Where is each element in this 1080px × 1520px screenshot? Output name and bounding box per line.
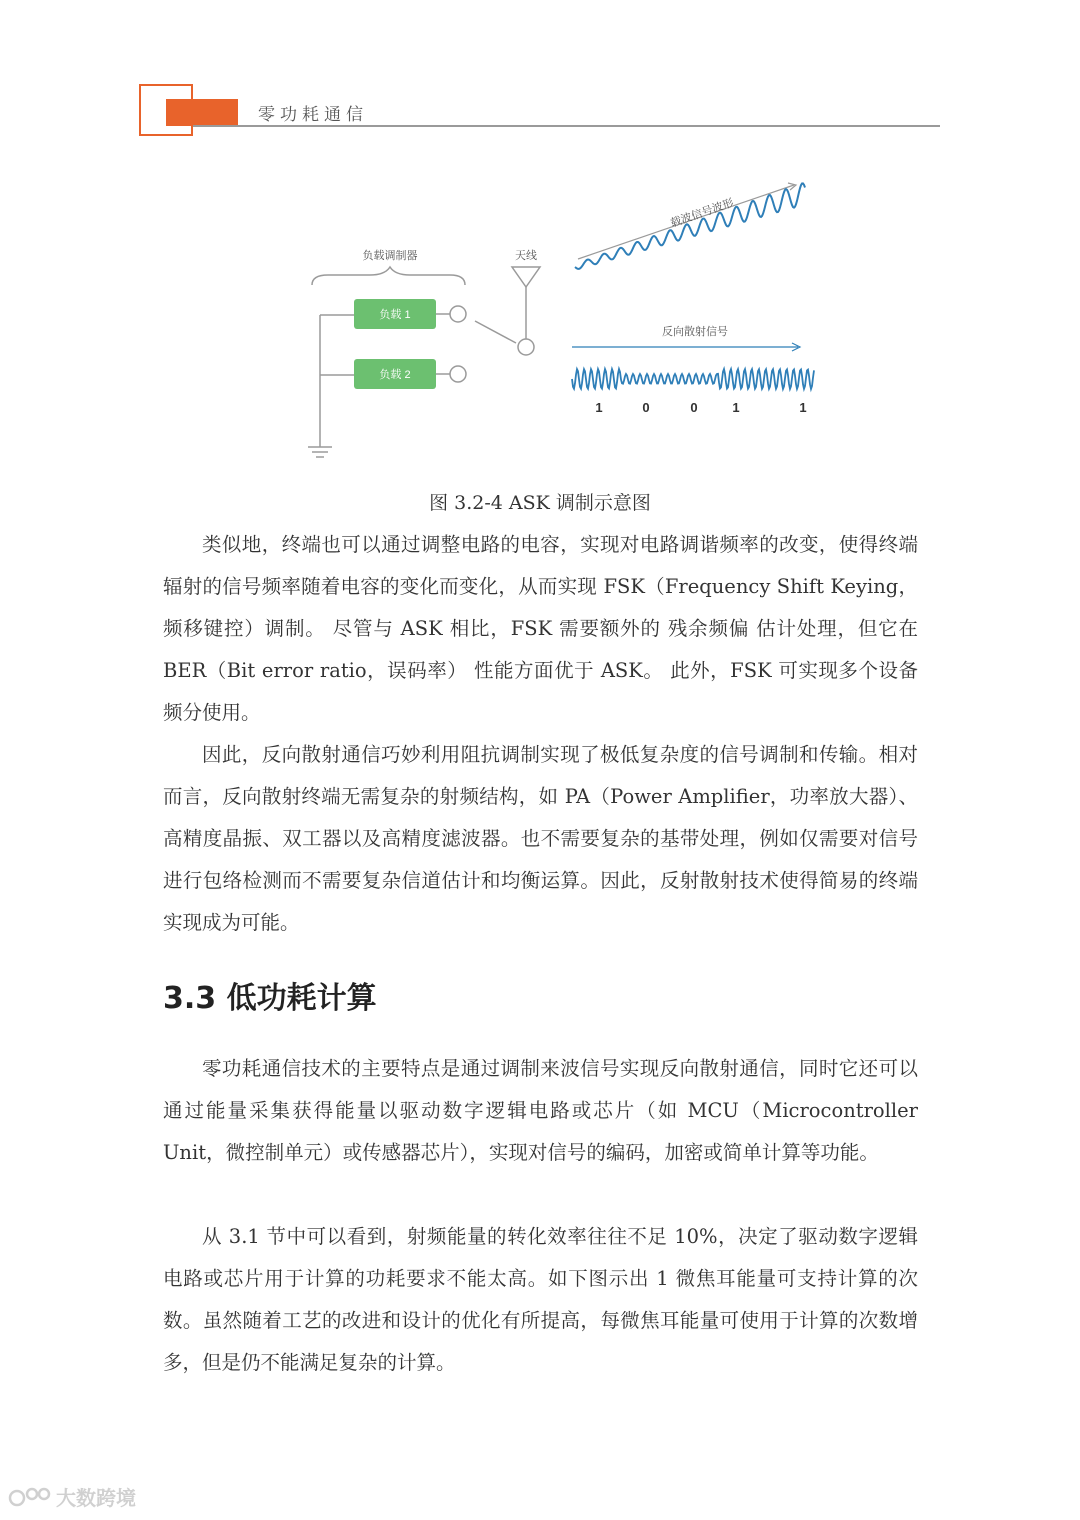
switch-arm <box>475 321 516 343</box>
carrier-wave <box>575 183 805 269</box>
load-2-label: 负载 2 <box>379 369 411 381</box>
paragraph-fsk: 类似地，终端也可以通过调整电路的电容，实现对电路调谐频率的改变，使得终端辐射的信号频率随着电容的变化而变化，从而实现 FSK（Frequency Shift Keying，频移键控）调制。 尽管与 ASK 相比，FSK 需要额外的 残余频偏 估计处理，但它在 BER（Bit error ratio，误码率） 性能方面优于 ASK。 此外，FSK 可实现多个设备频分使用。 <box>163 533 918 724</box>
header-rule <box>193 125 940 127</box>
antenna-label: 天线 <box>515 250 537 262</box>
load-1-label: 负载 1 <box>379 309 411 321</box>
header-accent-bar <box>166 99 238 126</box>
switch-contact-2 <box>450 366 466 382</box>
bit-label: 1 <box>732 400 740 415</box>
watermark <box>8 1482 136 1511</box>
backscatter-label: 反向散射信号 <box>662 326 728 338</box>
modulator-label: 负载调制器 <box>362 250 418 262</box>
bit-label: 1 <box>595 400 603 415</box>
antenna-feed <box>518 339 534 355</box>
antenna-icon <box>512 267 540 287</box>
carrier-label: 载波信号波形 <box>669 197 736 230</box>
paragraph-low-power-intro: 零功耗通信技术的主要特点是通过调制来波信号实现反向散射通信，同时它还可以通过能量采集获得能量以驱动数字逻辑电路或芯片（如 MCU（Microcontroller Unit，微控制单元）或传感器芯片），实现对信号的编码，加密或简单计算等功能。 <box>163 1057 918 1164</box>
modulator-bracket <box>312 267 465 285</box>
paragraph-backscatter-advantage: 因此，反向散射通信巧妙利用阻抗调制实现了极低复杂度的信号调制和传输。相对而言，反向散射终端无需复杂的射频结构，如 PA（Power Amplifier，功率放大器）、高精度晶振、双工器以及高精度滤波器。也不需要复杂的基带处理，例如仅需要对信号进行包络检测而不需要复杂信道估计和均衡运算。因此，反射散射技术使得简易的终端实现成为可能。 <box>163 743 918 934</box>
paragraph-energy-efficiency: 从 3.1 节中可以看到，射频能量的转化效率往往不足 10%，决定了驱动数字逻辑电路或芯片用于计算的功耗要求不能太高。如下图示出 1 微焦耳能量可支持计算的次数。虽然随着工艺的改进和设计的优化有所提高，每微焦耳能量可使用于计算的次数增多，但是仍不能满足复杂的计算。 <box>163 1225 918 1374</box>
watermark-logo-icon <box>8 1485 52 1509</box>
watermark-text: 大数跨境 <box>56 1486 136 1510</box>
bit-label: 1 <box>799 400 807 415</box>
switch-contact-1 <box>450 306 466 322</box>
bit-label: 0 <box>690 400 698 415</box>
bit-labels <box>595 400 806 415</box>
figure-caption: 图 3.2-4 ASK 调制示意图 <box>429 492 651 514</box>
section-heading: 3.3 低功耗计算 <box>163 981 377 1016</box>
running-header-title: 零功耗通信 <box>258 105 368 125</box>
bit-label: 0 <box>642 400 650 415</box>
ask-modulation-figure <box>300 175 830 475</box>
backscatter-wave <box>572 369 814 389</box>
